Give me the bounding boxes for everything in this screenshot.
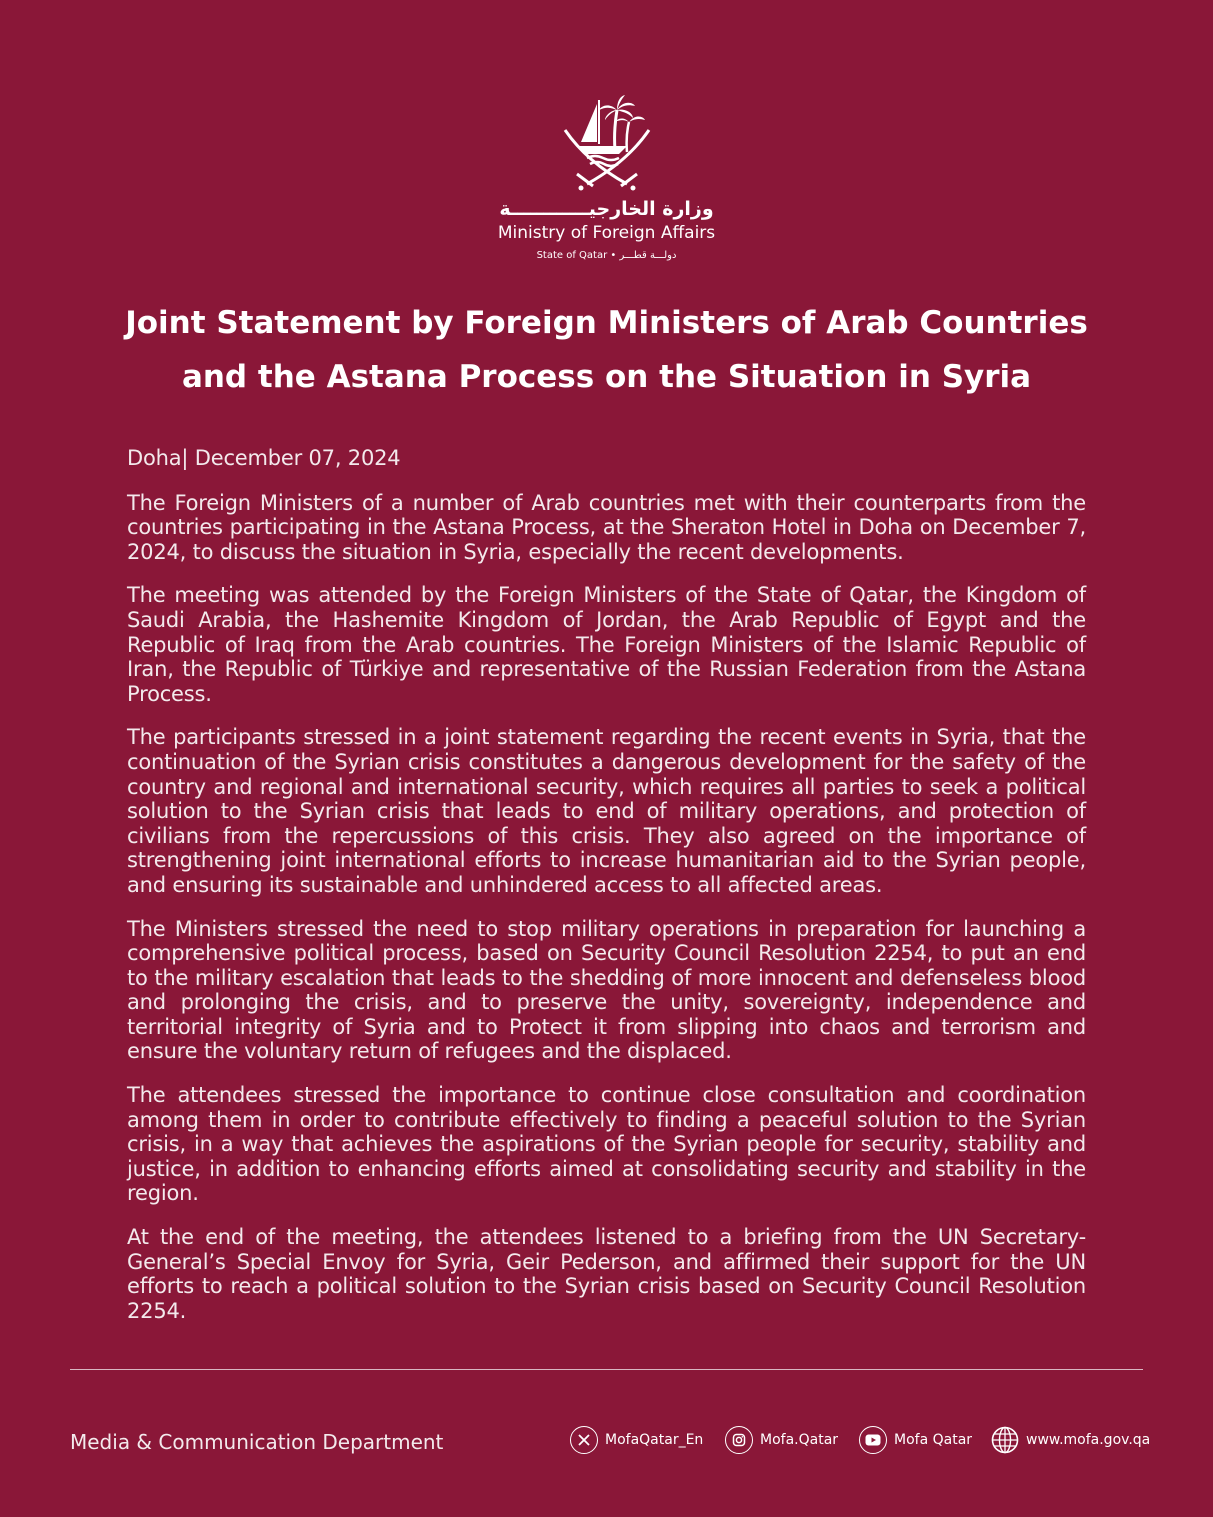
department-name: Media & Communication Department (70, 1430, 444, 1454)
paragraph-6: At the end of the meeting, the attendees listened to a briefing from the UN Secretary-General’s Special Envoy for Syria, Geir Pederson, and affirmed their support for the UN efforts to reach a political solution to the Syrian crisis based on Security Council Resolution 2254. (127, 1225, 1086, 1323)
title-line-1: Joint Statement by Foreign Ministers of Arab Countries (125, 305, 1088, 341)
qatar-emblem-icon (557, 92, 657, 192)
website-link[interactable] (991, 1426, 1150, 1454)
state-line: State of Qatar • دولـــة قطـــر (536, 250, 677, 261)
x-logo-icon (570, 1426, 598, 1454)
title-line-2: and the Astana Process on the Situation in Syria (181, 359, 1032, 395)
ministry-name-english: Ministry of Foreign Affairs (497, 223, 716, 243)
instagram-icon (725, 1426, 753, 1454)
statement-title (90, 296, 1123, 404)
youtube-handle: Mofa Qatar (894, 1432, 973, 1448)
ministry-name-arabic: وزارة الخارجيــــــــــــة (499, 198, 714, 220)
footer-divider (70, 1369, 1143, 1370)
paragraph-5: The attendees stressed the importance to continue close consultation and coordination among them in order to contribute effectively to finding a peaceful solution to the Syrian crisis, in a way that achieves the aspirations of the Syrian people for security, stability and justice, in addition to enhancing efforts aimed at consolidating security and stability in the region. (127, 1083, 1086, 1206)
paragraph-4: The Ministers stressed the need to stop military operations in preparation for launching a comprehensive political process, based on Security Council Resolution 2254, to put an end to the military escalation that leads to the shedding of more innocent and defenseless blood and prolonging the crisis, and to preserve the unity, sovereignty, independence and territorial integrity of Syria and to Protect it from slipping into chaos and terrorism and ensure the voluntary return of refugees and the displaced. (127, 916, 1086, 1064)
youtube-link[interactable] (859, 1426, 972, 1454)
ministry-logo (0, 92, 1213, 261)
x-handle: MofaQatar_En (605, 1432, 704, 1448)
statement-body (127, 446, 1086, 1342)
dateline: Doha| December 07, 2024 (127, 446, 401, 470)
instagram-link[interactable] (725, 1426, 838, 1454)
x-link[interactable] (570, 1426, 703, 1454)
paragraph-2: The meeting was attended by the Foreign Ministers of the State of Qatar, the Kingdom of Saudi Arabia, the Hashemite Kingdom of Jordan, the Arab Republic of Egypt and the Republic of Iraq from the Arab countries. The Foreign Ministers of the Islamic Republic of Iran, the Republic of Türkiye and representative of the Russian Federation from the Astana Process. (127, 583, 1086, 706)
paragraph-1: The Foreign Ministers of a number of Arab countries met with their counterparts from the countries participating in the Astana Process, at the Sheraton Hotel in Doha on December 7, 2024, to discuss the situation in Syria, especially the recent developments. (127, 490, 1086, 564)
website-url: www.mofa.gov.qa (1026, 1432, 1151, 1448)
youtube-icon (859, 1426, 887, 1454)
globe-icon (991, 1426, 1019, 1454)
footer (70, 1422, 1151, 1462)
instagram-handle: Mofa.Qatar (760, 1432, 839, 1448)
paragraph-3: The participants stressed in a joint statement regarding the recent events in Syria, that the continuation of the Syrian crisis constitutes a dangerous development for the safety of the country and regional and international security, which requires all parties to seek a political solution to the Syrian crisis that leads to end of military operations, and protection of civilians from the repercussions of this crisis. They also agreed on the importance of strengthening joint international efforts to increase humanitarian aid to the Syrian people, and ensuring its sustainable and unhindered access to all affected areas. (127, 725, 1086, 897)
